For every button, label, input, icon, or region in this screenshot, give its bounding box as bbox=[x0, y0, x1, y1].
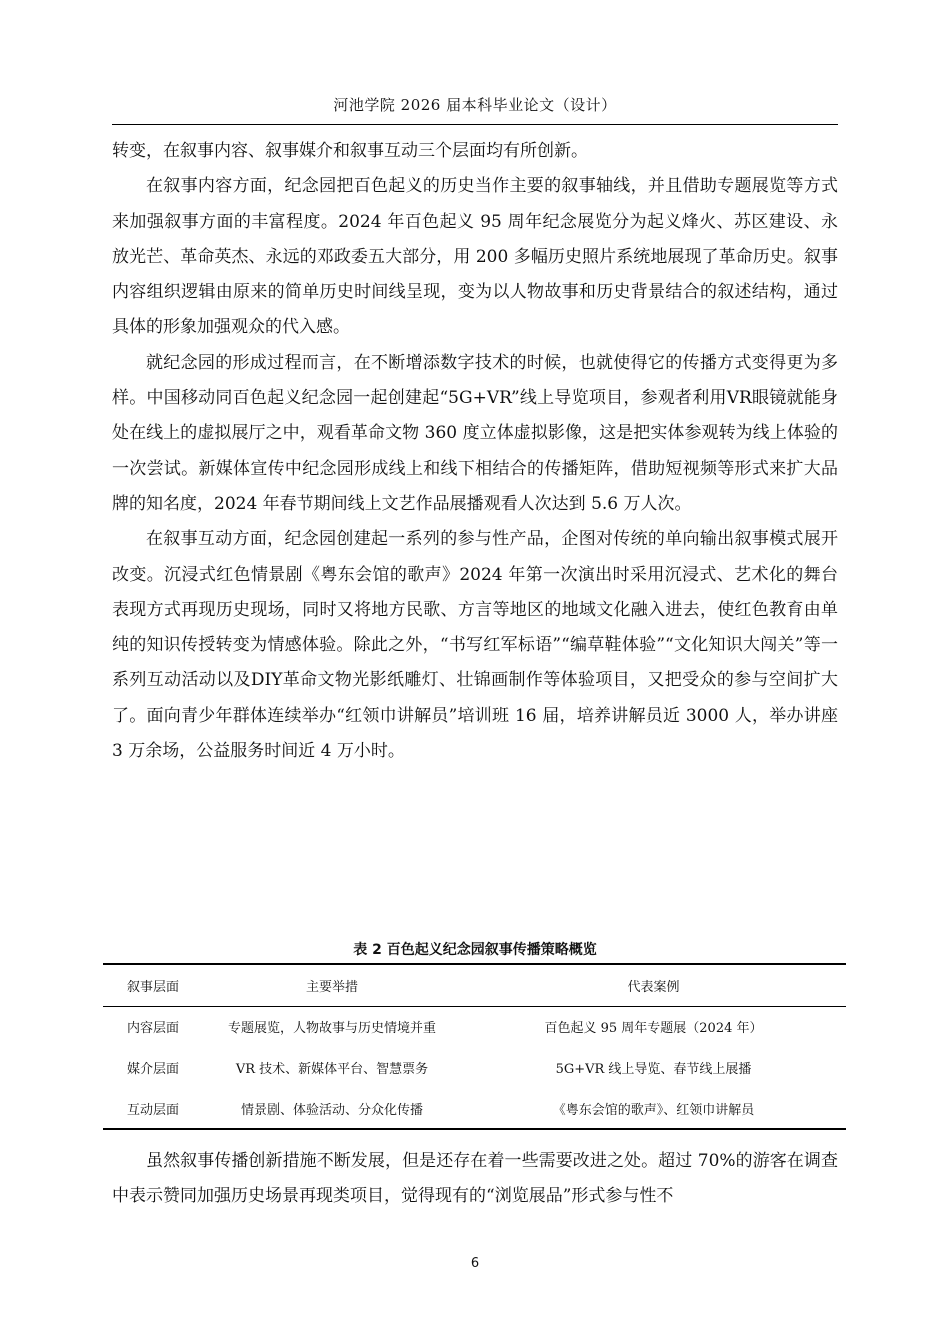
paragraph-continuation: 转变，在叙事内容、叙事媒介和叙事互动三个层面均有所创新。 bbox=[112, 141, 588, 161]
table-row bbox=[103, 1088, 846, 1129]
table-row bbox=[103, 1006, 846, 1047]
table-cell: VR 技术、新媒体平台、智慧票务 bbox=[235, 1062, 429, 1077]
strategy-table bbox=[103, 963, 846, 1130]
paragraph-improvement: 虽然叙事传播创新措施不断发展，但是还存在着一些需要改进之处。超过 70%的游客在调查中表示赞同加强历史场景再现类项目，觉得现有的“浏览展品”形式参与性不 bbox=[112, 1151, 838, 1207]
table-cell: 互动层面 bbox=[103, 1088, 203, 1129]
table-cell: 专题展览，人物故事与历史情境并重 bbox=[227, 1021, 436, 1037]
table-cell: 百色起义 95 周年专题展（2024 年） bbox=[544, 1021, 763, 1037]
body-text bbox=[112, 134, 838, 769]
table-cell: 《粤东会馆的歌声》、红领巾讲解员 bbox=[461, 1088, 846, 1129]
body-text-after-table bbox=[112, 1144, 838, 1215]
table-header-cell: 主要举措 bbox=[203, 964, 461, 1006]
header-rule bbox=[112, 124, 838, 125]
table-header-row bbox=[103, 964, 846, 1006]
table-cell: 情景剧、体验活动、分众化传播 bbox=[203, 1088, 461, 1129]
table-header-cell: 代表案例 bbox=[461, 964, 846, 1006]
page-header: 河池学院 2026 届本科毕业论文（设计） bbox=[333, 96, 617, 114]
table-caption: 表 2 百色起义纪念园叙事传播策略概览 bbox=[353, 942, 597, 958]
paragraph-narrative-interaction: 在叙事互动方面，纪念园创建起一系列的参与性产品，企图对传统的单向输出叙事模式展开改变。沉浸式红色情景剧《粤东会馆的歌声》2024 年第一次演出时采用沉浸式、艺术化的舞台表现方式再现历史现场，同时又将地方民歌、方言等地区的地域文化融入进去，使红色教育由单纯的知识传授转变为情感体验。除此之外，“书写红军标语”“编草鞋体验”“文化知识大闯关”等一系列互动活动以及DIY革命文物光影纸雕灯、壮锦画制作等体验项目，又把受众的参与空间扩大了。面向青少年群体连续举办“红领巾讲解员”培训班 16 届，培养讲解员近 3000 人，举办讲座 3 万余场，公益服务时间近 4 万小时。 bbox=[112, 529, 838, 762]
table-header-cell: 叙事层面 bbox=[103, 964, 203, 1006]
table-cell: 内容层面 bbox=[126, 1021, 179, 1037]
page-number: 6 bbox=[470, 1256, 480, 1271]
paragraph-narrative-media: 就纪念园的形成过程而言，在不断增添数字技术的时候，也就使得它的传播方式变得更为多样。中国移动同百色起义纪念园一起创建起“5G+VR”线上导览项目，参观者利用VR眼镜就能身处在线上的虚拟展厅之中，观看革命文物 360 度立体虚拟影像，这是把实体参观转为线上体验的一次尝试。新媒体宣传中纪念园形成线上和线下相结合的传播矩阵，借助短视频等形式来扩大品牌的知名度，2024 年春节期间线上文艺作品展播观看人次达到 5.6 万人次。 bbox=[112, 352, 838, 514]
table-cell: 媒介层面 bbox=[126, 1062, 179, 1077]
table-cell: 5G+VR 线上导览、春节线上展播 bbox=[555, 1062, 752, 1077]
table-row bbox=[103, 1047, 846, 1088]
paragraph-narrative-content: 在叙事内容方面，纪念园把百色起义的历史当作主要的叙事轴线，并且借助专题展览等方式来加强叙事方面的丰富程度。2024 年百色起义 95 周年纪念展览分为起义烽火、苏区建设、永放光芒、革命英杰、永远的邓政委五大部分，用 200 多幅历史照片系统地展现了革命历史。叙事内容组织逻辑由原来的简单历史时间线呈现，变为以人物故事和历史背景结合的叙述结构，通过具体的形象加强观众的代入感。 bbox=[112, 176, 838, 338]
